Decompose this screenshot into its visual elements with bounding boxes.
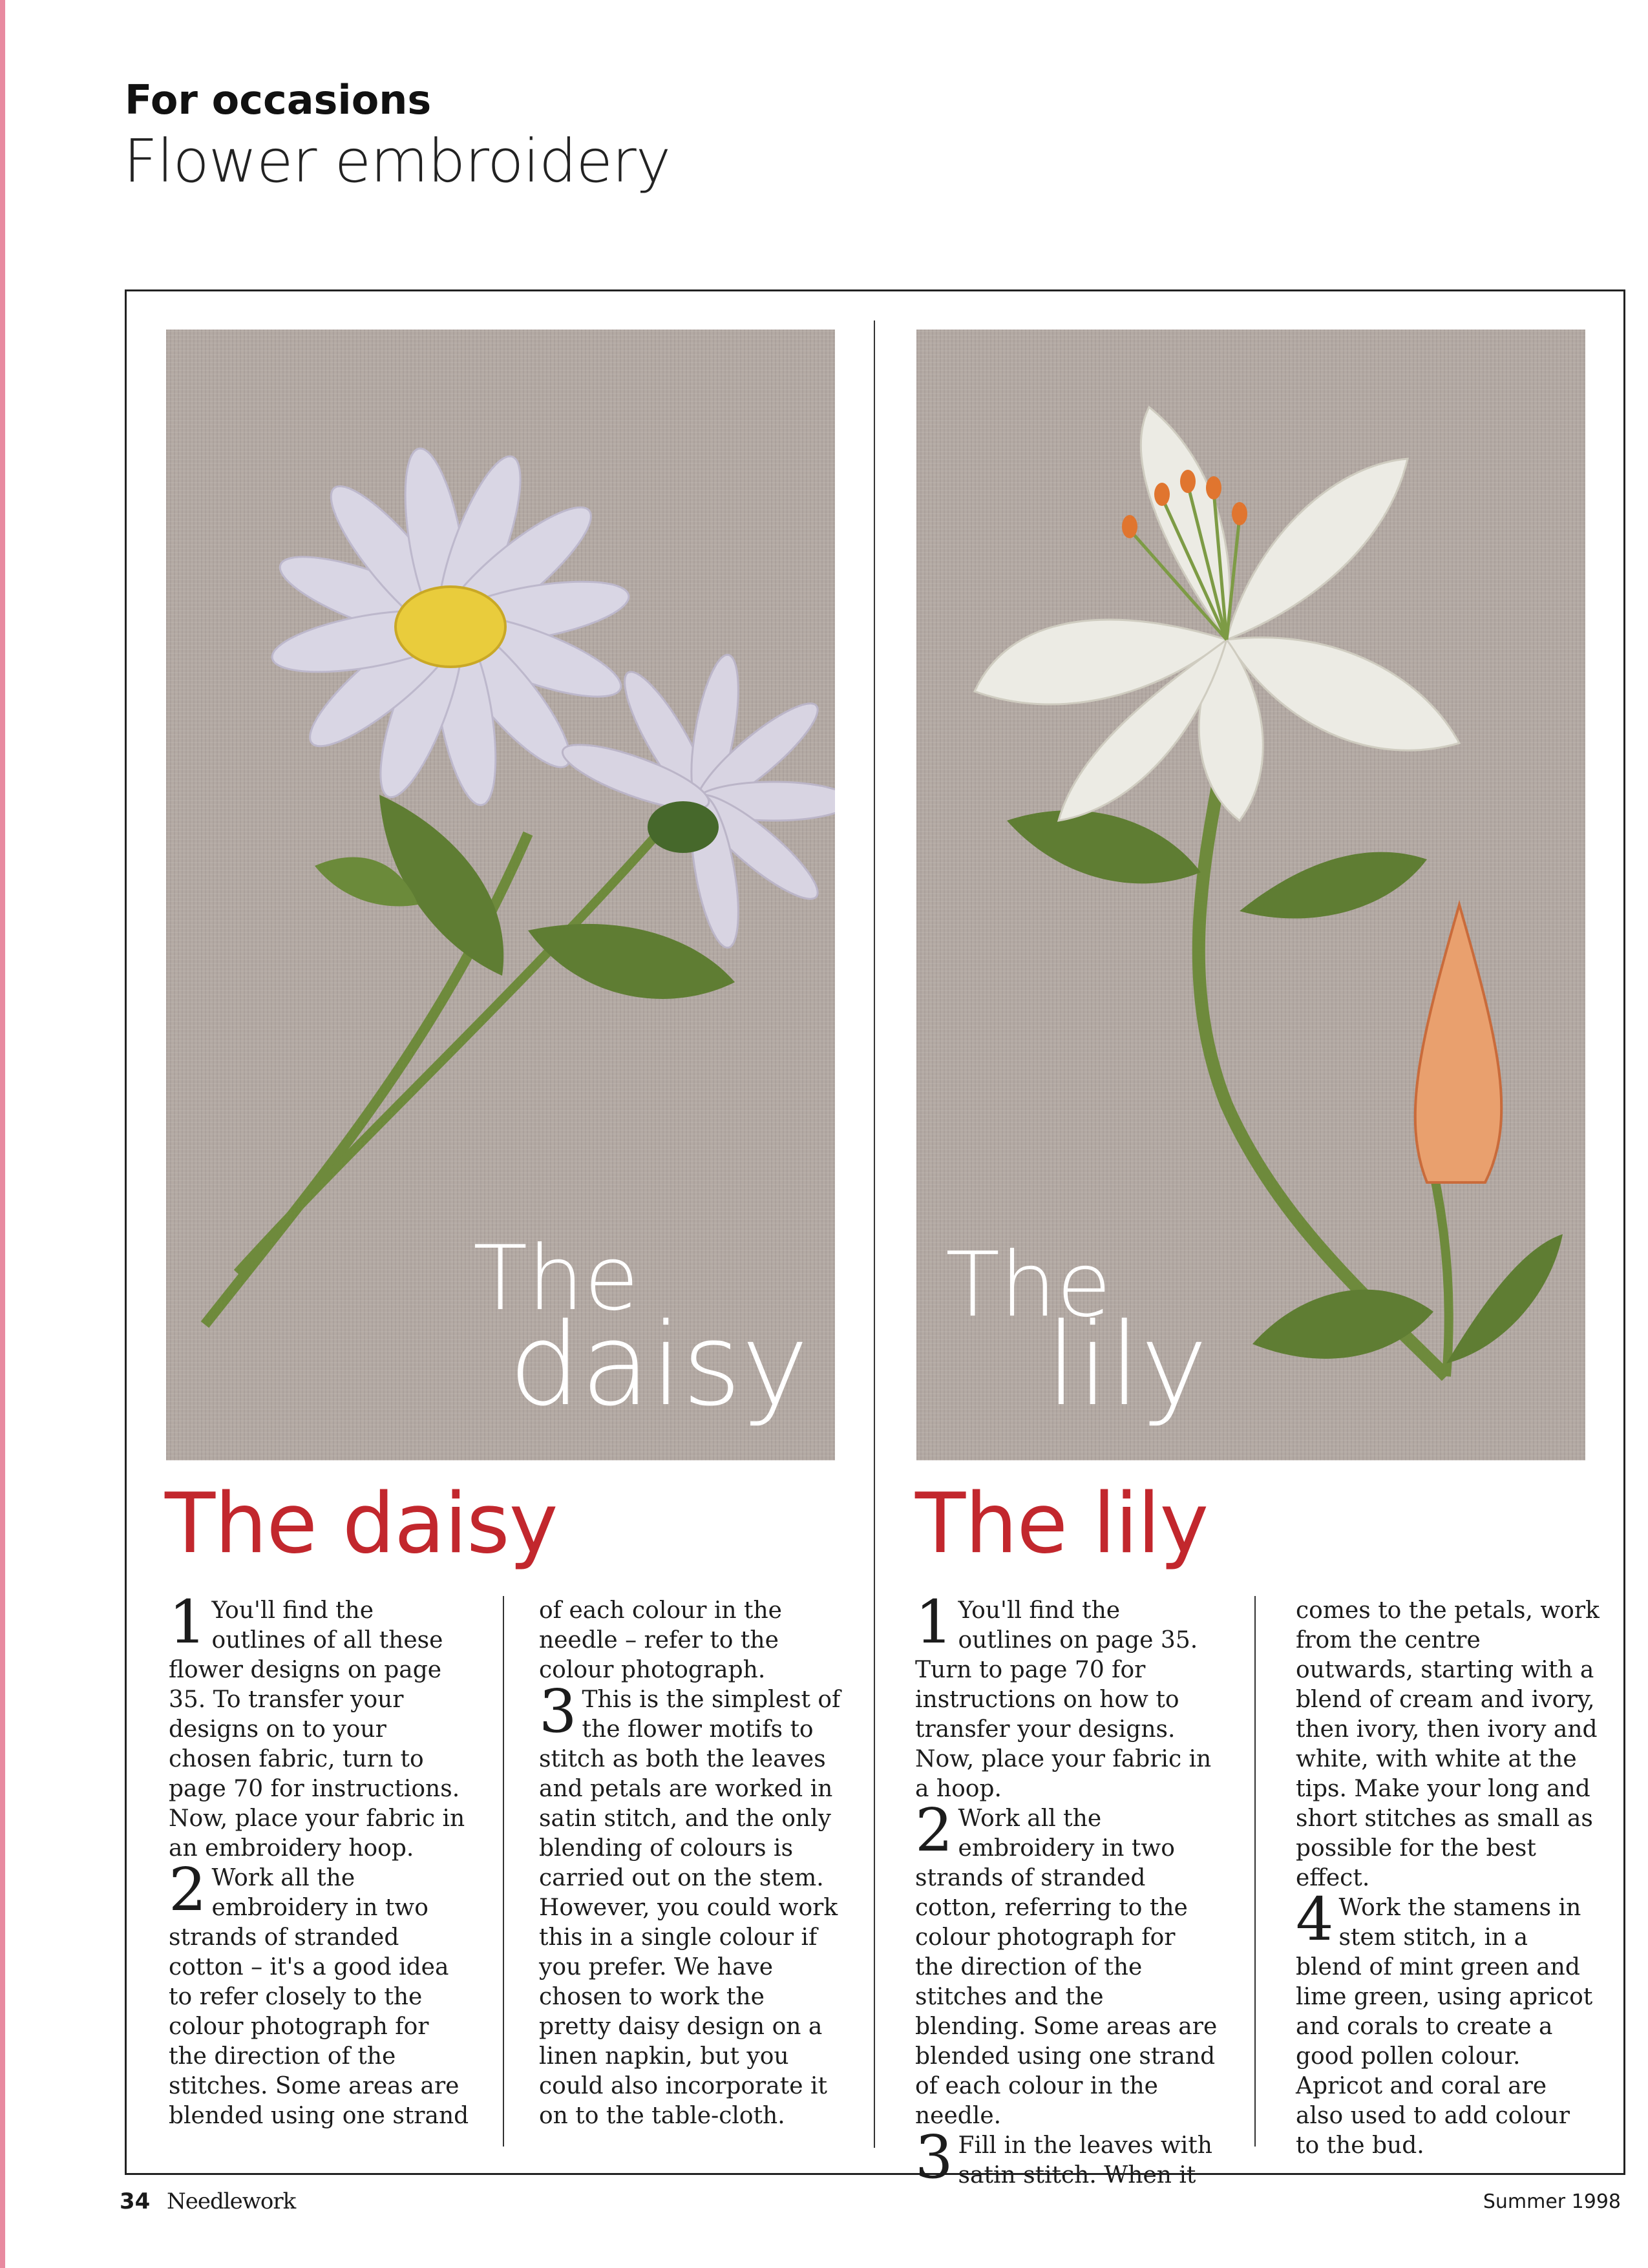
step-text: This is the simplest of the flower motifs to stitch as both the leaves and petals are worked in satin stitch, and the only blending of colours is carried out on the stem. However, you could work this in a single colour if you prefer. We have chosen to work the pretty daisy design on a linen napkin, but you could also incorporate it on to the table-cloth. <box>539 1686 841 2129</box>
lily-step-1 <box>915 1588 1219 1804</box>
page-title: Flower embroidery <box>123 127 671 196</box>
daisy-column-2 <box>539 1596 843 2131</box>
lily-overlay-the: The <box>945 1233 1112 1337</box>
issue-date: Summer 1998 <box>1483 2190 1621 2213</box>
lily-photo <box>916 330 1585 1460</box>
step-text: of each colour in the needle – refer to the colour photograph. <box>539 1597 782 1683</box>
lily-step-4 <box>1296 1885 1600 2161</box>
daisy-step-3 <box>539 1677 843 2131</box>
step-text: Work all the embroidery in two strands of stranded cotton – it's a good idea to refer closely to the colour photograph for the direction of the stitches. Some areas are blended using one strand <box>169 1865 469 2129</box>
step-number: 1 <box>915 1588 953 1657</box>
lily-step-2 <box>915 1796 1219 2131</box>
step-number: 3 <box>915 2123 953 2192</box>
daisy-step-1 <box>169 1588 472 1864</box>
lily-step-3-cont <box>1296 1596 1600 1893</box>
section-kicker: For occasions <box>125 76 432 123</box>
lily-overlay-name: lily <box>1046 1299 1208 1431</box>
page-edge-strip <box>0 0 5 2268</box>
daisy-overlay-name: daisy <box>509 1299 809 1431</box>
magazine-name: Needlework <box>167 2189 296 2214</box>
daisy-overlay-the: The <box>473 1226 639 1330</box>
step-text: You'll find the outlines of all these flower designs on page 35. To transfer your designs on to your chosen fabric, turn to page 70 for instructions. Now, place your fabric in an embroidery hoop. <box>169 1597 465 1862</box>
lily-column-rule <box>1254 1596 1256 2147</box>
step-text: Work all the embroidery in two strands of stranded cotton, referring to the colour photograph for the direction of the stitches and the blending. Some areas are blended using one strand of each colour in the needle. <box>915 1805 1218 2129</box>
lily-column-1 <box>915 1588 1219 2192</box>
center-divider <box>874 320 875 2148</box>
step-text: You'll find the outlines on page 35. Turn to page 70 for instructions on how to transfer your designs. Now, place your fabric in a hoop. <box>915 1597 1212 1802</box>
daisy-step-2-cont <box>539 1596 843 1685</box>
daisy-step-2 <box>169 1855 472 2131</box>
daisy-column-rule <box>503 1596 504 2147</box>
step-number: 4 <box>1296 1885 1334 1954</box>
lily-column-2 <box>1296 1596 1600 2161</box>
page-number: 34 <box>120 2189 151 2214</box>
step-text: Work the stamens in stem stitch, in a blend of mint green and lime green, using apricot and corals to create a good pollen colour. Apricot and coral are also used to add colour to the bud. <box>1296 1895 1593 2159</box>
step-number: 2 <box>169 1855 207 1924</box>
lily-section-title: The lily <box>915 1476 1209 1572</box>
step-number: 1 <box>169 1588 207 1657</box>
lily-step-3 <box>915 2123 1219 2192</box>
step-text: comes to the petals, work from the centre outwards, starting with a blend of cream and ivory, then ivory, then ivory and white, with white at the tips. Make your long and short stitches as small as possible for the best effect. <box>1296 1597 1600 1891</box>
step-text: Fill in the leaves with satin stitch. When it <box>958 2132 1212 2189</box>
daisy-column-1 <box>169 1588 472 2131</box>
step-number: 2 <box>915 1796 953 1865</box>
step-number: 3 <box>539 1677 577 1746</box>
daisy-photo <box>166 330 835 1460</box>
daisy-section-title: The daisy <box>165 1476 558 1572</box>
